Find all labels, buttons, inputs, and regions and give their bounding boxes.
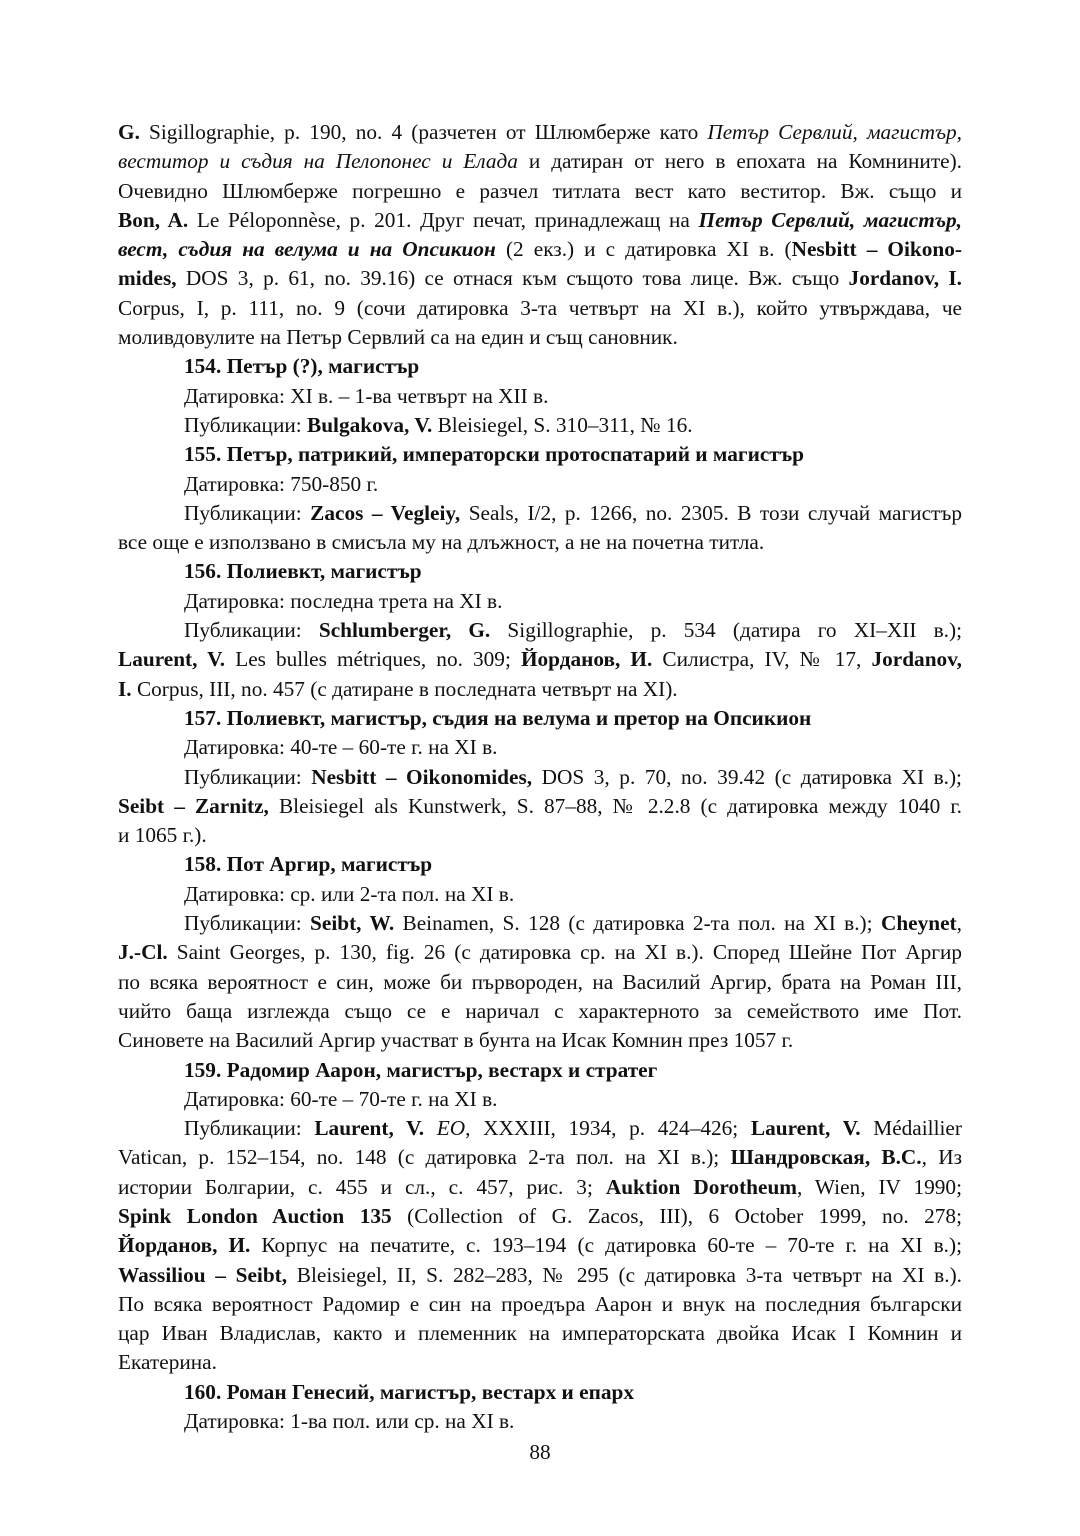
text-line <box>118 1056 962 1085</box>
text-line <box>118 675 962 704</box>
text-run: (2 екз.) и с датировка XI в. ( <box>495 237 792 262</box>
text-line <box>118 177 962 206</box>
text-run: и 1065 г.). <box>118 823 207 848</box>
text-run: Датировка: ср. или 2-та пол. на XI в. <box>184 881 515 906</box>
text-line <box>118 792 962 821</box>
text-run: , <box>956 911 962 936</box>
text-run: истории Болгарии, с. 455 и сл., с. 457, рис. 3; <box>118 1174 606 1199</box>
text-run: 154. Петър (?), магистър <box>184 354 420 379</box>
text-line <box>118 1348 962 1377</box>
text-line <box>118 645 962 674</box>
text-line <box>118 1173 962 1202</box>
text-line <box>118 968 962 997</box>
text-run: 155. Петър, патрикий, императорски протоспатарий и магистър <box>184 442 805 467</box>
text-run: 159. Радомир Аарон, магистър, вестарх и стратег <box>184 1057 658 1082</box>
text-run: Jordanov, I. <box>848 266 962 291</box>
text-line <box>118 1085 962 1114</box>
text-line <box>118 1143 962 1172</box>
text-line <box>118 733 962 762</box>
text-run: и датиран от него в епохата на Комнините). <box>517 149 962 174</box>
text-run: EO <box>436 1116 466 1141</box>
text-run: Auktion Dorotheum <box>605 1174 798 1199</box>
text-run: все още е използвано в смисъла му на длъжност, а не на почетна титла. <box>118 530 765 555</box>
text-run: Jordanov, <box>871 647 962 672</box>
text-run: Очевидно Шлюмберже погрешно е разчел титлата вест като веститор. Вж. също и <box>118 178 962 203</box>
text-run: Seals, I/2, p. 1266, no. 2305. В този случай магистър <box>460 500 962 525</box>
text-line <box>118 440 962 469</box>
text-line <box>118 528 962 557</box>
text-line <box>118 411 962 440</box>
text-line <box>118 909 962 938</box>
text-line <box>118 118 962 147</box>
text-run: Schlumberger, G. <box>318 618 491 643</box>
text-run: Laurent, V. <box>314 1116 425 1141</box>
text-run: Шандровская, В.С. <box>730 1145 922 1170</box>
text-line <box>118 880 962 909</box>
text-run: , Из <box>921 1145 962 1170</box>
page-number: 88 <box>529 1440 551 1464</box>
text-run: Sigillographie, p. 190, no. 4 (разчетен от Шлюмберже като <box>139 120 708 144</box>
text-line <box>118 499 962 528</box>
text-run: по всяка вероятност е син, може би първороден, на Василий Аргир, брата на Роман III, <box>118 969 962 994</box>
text-run: Saint Georges, p. 130, fig. 26 (с датировка ср. на XI в.). Според Шейне Пот Аргир <box>167 940 962 965</box>
text-run: Датировка: XI в. – 1-ва четвърт на XII в. <box>184 383 549 408</box>
text-run: DOS 3, p. 61, no. 39.16) се отнася към същото това лице. Вж. също <box>176 266 849 291</box>
text-line <box>118 235 962 264</box>
text-line <box>118 1261 962 1290</box>
text-line <box>118 382 962 411</box>
text-run: Публикации: <box>184 1116 315 1141</box>
text-run: Йорданов, И. <box>520 647 653 672</box>
text-run: I. <box>118 676 132 701</box>
text-run: Екатерина. <box>118 1350 217 1375</box>
text-line <box>118 294 962 323</box>
text-run: 158. Пот Аргир, магистър <box>184 852 433 877</box>
text-run: Vatican, p. 152–154, no. 148 (с датировка 2-та пол. на XI в.); <box>118 1145 731 1170</box>
text-run <box>424 1116 437 1140</box>
text-run: Corpus, I, p. 111, no. 9 (сочи датировка 3-та четвърт на XI в.), който утвърждава, че <box>118 295 962 320</box>
text-run: J.-Cl. <box>118 940 168 965</box>
text-run: Датировка: 1-ва пол. или ср. на XI в. <box>184 1409 515 1434</box>
text-run: вест, съдия на велума и на Опсикион <box>118 237 496 262</box>
text-run: Seibt – Zarnitz, <box>118 793 269 818</box>
text-run: Петър Сервлий, магистър, <box>698 207 962 232</box>
text-run: Les bulles métriques, no. 309; <box>225 647 521 672</box>
text-line <box>118 1026 962 1055</box>
text-line <box>118 1407 962 1436</box>
text-line <box>118 587 962 616</box>
text-line <box>118 616 962 645</box>
text-run: 156. Полиевкт, магистър <box>184 559 422 584</box>
text-line <box>118 206 962 235</box>
text-line <box>118 557 962 586</box>
text-run: , Wien, IV 1990; <box>797 1174 962 1199</box>
text-run: Corpus, III, no. 457 (с датиране в последната четвърт на XI). <box>131 676 678 701</box>
text-run: Датировка: последна трета на XI в. <box>184 588 503 613</box>
text-line <box>118 323 962 352</box>
text-line <box>118 821 962 850</box>
text-run: Bleisiegel als Kunstwerk, S. 87–88, № 2.2.8 (с датировка между 1040 г. <box>268 793 962 818</box>
text-run: Nesbitt – Oikono- <box>791 237 962 262</box>
text-line <box>118 1378 962 1407</box>
text-run: Корпус на печатите, с. 193–194 (с датировка 60-те – 70-те г. на XI в.); <box>250 1233 962 1258</box>
text-run: Публикации: <box>184 500 311 525</box>
text-run: По всяка вероятност Радомир е син на проедъра Аарон и внук на последния български <box>118 1291 962 1316</box>
text-run: 157. Полиевкт, магистър, съдия на велума и претор на Опсикион <box>184 705 812 730</box>
text-run: Bulgakova, V. <box>307 412 433 437</box>
text-run: чийто баща изглежда също се е наричал с характерното за семейството име Пот. <box>118 998 962 1023</box>
text-run: Bleisiegel, S. 310–311, № 16. <box>432 412 693 437</box>
text-run: Laurent, V. <box>118 647 226 672</box>
text-line <box>118 470 962 499</box>
text-run: Sigillographie, p. 534 (датира го XI–XII в.); <box>490 618 962 643</box>
text-run: Beinamen, S. 128 (с датировка 2-та пол. на XI в.); <box>394 911 881 936</box>
text-line <box>118 352 962 381</box>
text-run: Bleisiegel, II, S. 282–283, № 295 (с датировка 3-та четвърт на XI в.). <box>287 1262 962 1287</box>
text-run: Датировка: 60-те – 70-те г. на XI в. <box>184 1086 498 1111</box>
text-run: Seibt, W. <box>310 911 395 936</box>
text-run: Публикации: <box>184 618 319 643</box>
text-run: Nesbitt – Oikonomides, <box>311 764 533 789</box>
text-run: mides, <box>118 266 177 291</box>
text-run: Датировка: 750-850 г. <box>184 471 379 496</box>
text-run: Cheynet <box>880 911 957 936</box>
text-line <box>118 704 962 733</box>
text-run: Wassiliou – Seibt, <box>118 1262 288 1287</box>
text-run: (Collection of G. Zacos, III), 6 October 1999, no. 278; <box>391 1203 962 1228</box>
text-line <box>118 1319 962 1348</box>
text-line <box>118 938 962 967</box>
text-line <box>118 850 962 879</box>
text-line <box>118 997 962 1026</box>
text-run: цар Иван Владислав, както и племенник на императорската двойка Исак I Комнин и <box>118 1321 962 1346</box>
text-run: Laurent, V. <box>750 1116 861 1141</box>
text-run: Йорданов, И. <box>118 1233 251 1258</box>
text-run: Петър Сервлий, магистър, <box>707 120 962 144</box>
text-run: Bon, A. <box>118 207 189 232</box>
text-run: Публикации: <box>184 764 312 789</box>
text-line <box>118 264 962 293</box>
text-line <box>118 1202 962 1231</box>
text-line <box>118 763 962 792</box>
text-run: , XXXIII, 1934, p. 424–426; <box>465 1116 751 1141</box>
body-text <box>118 118 962 1436</box>
text-line <box>118 1231 962 1260</box>
text-line <box>118 147 962 176</box>
text-run: Публикации: <box>184 412 307 437</box>
text-run: Médaillier <box>860 1116 962 1141</box>
text-run: Силистра, IV, № 17, <box>652 647 872 672</box>
text-run: Spink London Auction 135 <box>118 1203 392 1228</box>
text-line <box>118 1290 962 1319</box>
text-run: G. <box>118 120 140 144</box>
text-line <box>118 1114 962 1143</box>
text-run: Zacos – Vegleiy, <box>310 500 461 525</box>
text-run: DOS 3, p. 70, no. 39.42 (с датировка XI в.); <box>532 764 962 789</box>
text-run: 160. Роман Генесий, магистър, вестарх и епарх <box>184 1379 635 1404</box>
text-run: веститор и съдия на Пелопонес и Елада <box>118 149 518 174</box>
text-run: моливдовулите на Петър Сервлий са на един и същ сановник. <box>118 325 678 350</box>
text-run: Синовете на Василий Аргир участват в бунта на Исак Комнин през 1057 г. <box>118 1028 794 1053</box>
text-run: Le Péloponnèse, p. 201. Друг печат, принадлежащ на <box>188 207 699 232</box>
text-run: Датировка: 40-те – 60-те г. на XI в. <box>184 735 498 760</box>
text-run: Публикации: <box>184 911 311 936</box>
